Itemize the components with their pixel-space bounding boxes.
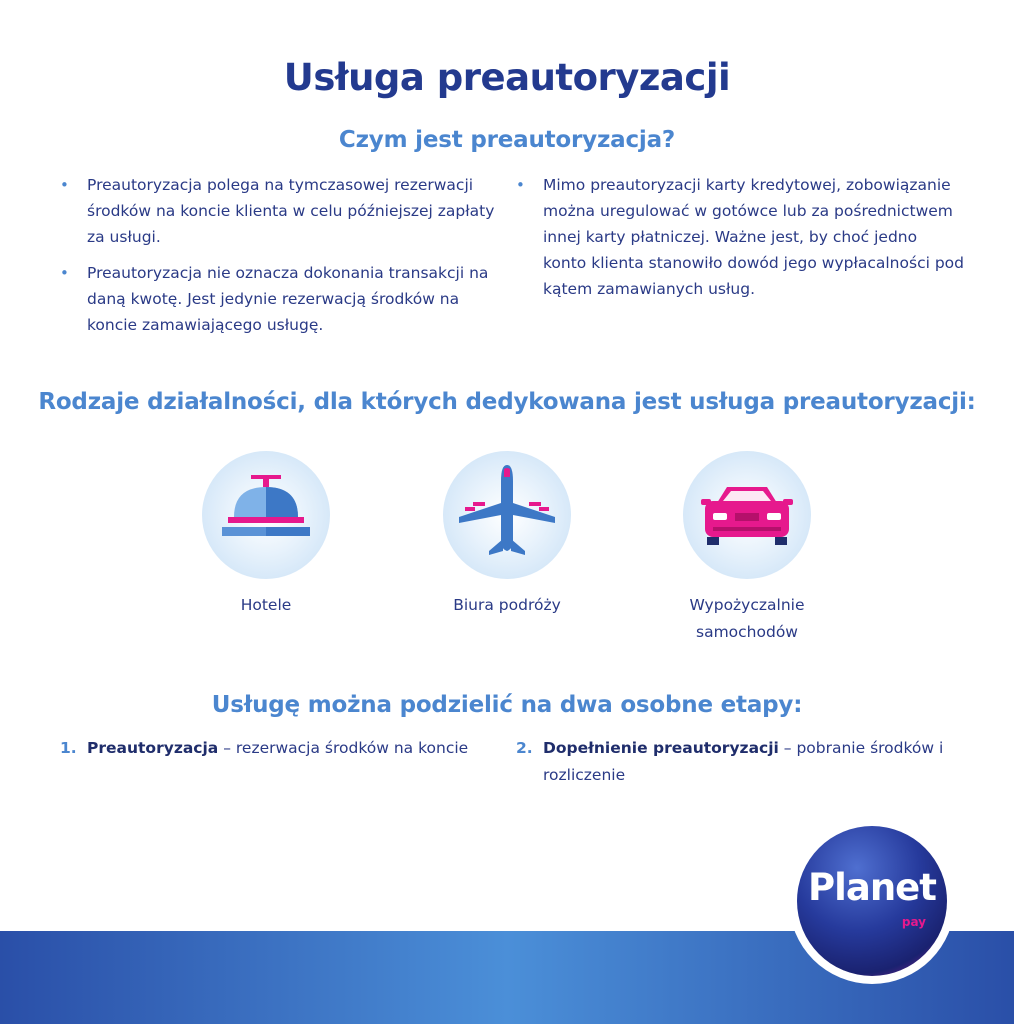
car-icon-circle xyxy=(683,451,811,579)
intro-bullet xyxy=(516,172,964,302)
stage-item xyxy=(60,735,500,762)
stage-number: 2. xyxy=(516,739,533,757)
intro-bullet-text: Preautoryzacja nie oznacza dokonania transakcji na daną kwotę. Jest jedynie rezerwacją środków na koncie zamawiającego usługę. xyxy=(87,264,489,334)
travel-icon-circle xyxy=(443,451,571,579)
category-label-travel: Biura podróży xyxy=(453,596,561,614)
stage-title: Preautoryzacja xyxy=(87,739,219,757)
hotel-icon-circle xyxy=(202,451,330,579)
page-title: Usługa preautoryzacji xyxy=(283,56,731,99)
logo-sub: pay xyxy=(901,915,926,929)
stage-title: Dopełnienie preautoryzacji xyxy=(543,739,779,757)
stage-description: – pobranie środków i rozliczenie xyxy=(543,739,944,784)
category-label-car-rental: Wypożyczalnie samochodów xyxy=(689,596,805,641)
logo-name: Planet xyxy=(808,866,936,909)
intro-bullet xyxy=(60,172,500,250)
stage-number: 1. xyxy=(60,739,77,757)
reception-bell-icon xyxy=(202,451,330,579)
car-icon xyxy=(683,451,811,579)
stage-description: – rezerwacja środków na koncie xyxy=(218,739,469,757)
airplane-icon xyxy=(443,451,571,579)
intro-bullet-text: Preautoryzacja polega na tymczasowej rezerwacji środków na koncie klienta w celu późniejszej zapłaty za usługi. xyxy=(87,176,495,246)
categories-heading: Rodzaje działalności, dla których dedykowana jest usługa preautoryzacji: xyxy=(38,389,976,415)
bullet-icon: • xyxy=(60,264,69,282)
intro-bullet-text: Mimo preautoryzacji karty kredytowej, zobowiązanie można uregulować w gotówce lub za pośrednictwem innej karty płatniczej. Ważne jest, by choć jedno konto klienta stanowiło dowód jego wypłacalności pod kątem zamawianych usług. xyxy=(543,176,964,298)
stage-item xyxy=(516,735,946,789)
intro-bullet xyxy=(60,260,500,338)
intro-heading: Czym jest preautoryzacja? xyxy=(338,127,676,153)
intro-right-list xyxy=(516,172,964,312)
intro-left-list xyxy=(60,172,500,348)
stages-heading: Usługę można podzielić na dwa osobne etapy: xyxy=(211,692,803,718)
bullet-icon: • xyxy=(60,176,69,194)
category-label-hotels: Hotele xyxy=(240,596,292,614)
bullet-icon: • xyxy=(516,176,525,194)
